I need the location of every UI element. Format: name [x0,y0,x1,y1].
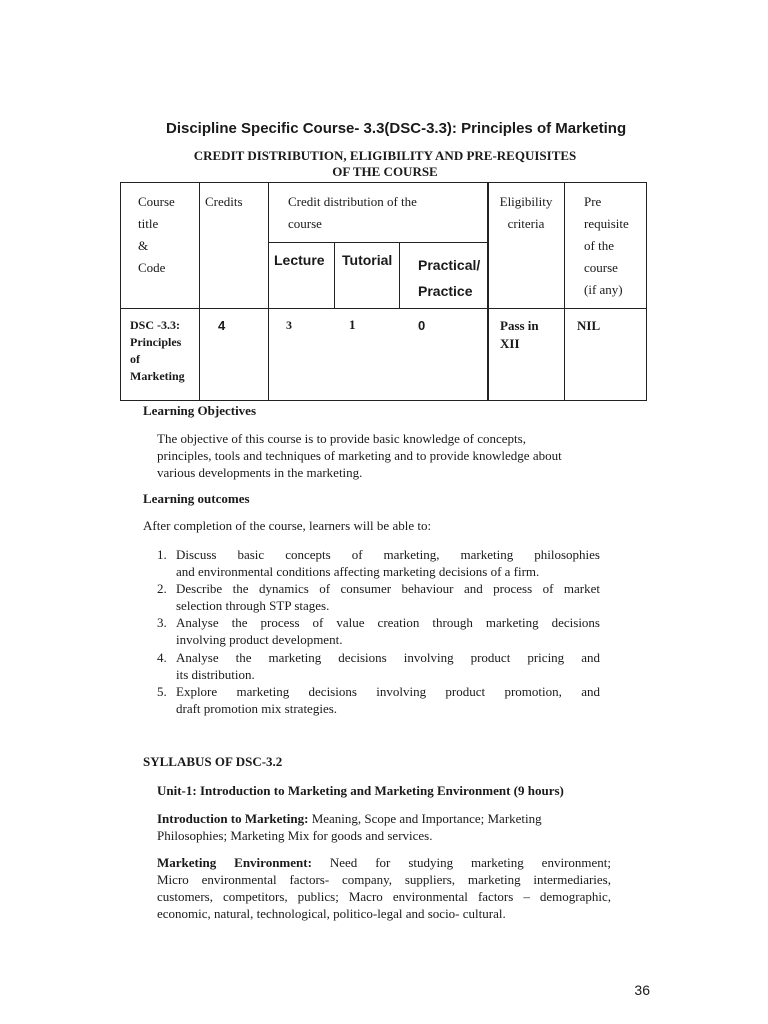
page-number: 36 [634,982,650,998]
header-tutorial: Tutorial [342,252,393,268]
table-divider [487,183,489,400]
row-course-code: DSC -3.3: Principles of Marketing [130,318,185,383]
header-eligibility: Eligibility criteria [499,194,553,231]
row-lecture: 3 [286,318,292,332]
learning-objectives-heading: Learning Objectives [143,403,257,418]
header-prerequisite: Pre requisite of the course (if any) [584,194,629,297]
list-item: 5. Explore marketing decisions involving product promotion, and draft promotion mix strategies. [157,684,600,716]
table-divider [564,183,565,400]
row-credits: 4 [218,318,226,333]
row-prerequisite: NIL [577,318,601,333]
section-subtitle-line2: OF THE COURSE [332,164,438,179]
learning-outcomes-heading: Learning outcomes [143,491,250,506]
table-divider [334,242,335,308]
section-subtitle-line1: CREDIT DISTRIBUTION, ELIGIBILITY AND PRE-REQUISITES [193,148,577,163]
list-item: 2. Describe the dynamics of consumer behaviour and process of market selection through STP stages. [157,581,600,613]
list-item: 3. Analyse the process of value creation through marketing decisions involving product development. [157,615,600,647]
table-divider [199,183,200,400]
list-item: 1. Discuss basic concepts of marketing, marketing philosophies and environmental conditions affecting marketing decisions of a firm. [157,547,600,579]
list-item: 4. Analyse the marketing decisions involving product pricing and its distribution. [157,650,600,682]
unit-heading: Unit-1: Introduction to Marketing and Marketing Environment (9 hours) [157,783,564,798]
row-eligibility: Pass in XII [500,318,539,351]
header-lecture: Lecture [274,252,325,268]
header-practical: Practical/ Practice [418,257,481,299]
page-title: Discipline Specific Course- 3.3(DSC-3.3): Principles of Marketing [166,120,627,137]
learning-objectives-text: The objective of this course is to provide basic knowledge of concepts, principles, tools and techniques of marketing and to provide knowledge about various developments in the marketing. [157,431,562,480]
row-practical: 0 [418,318,426,333]
table-divider [268,183,269,400]
table-divider [268,242,488,243]
header-credit-distribution: Credit distribution of the course [288,194,417,231]
credit-distribution-table [120,182,647,401]
row-tutorial: 1 [349,317,356,332]
marketing-environment-paragraph: Marketing Environment: Need for studying marketing environment; Micro environmental factors- company, suppliers, marketing intermediaries, customers, competitors, publics; Macro environmental factors – demographic, economic, natural, technological, politico-legal and socio- cultural. [157,855,611,921]
table-divider [399,242,400,308]
table-divider [121,308,646,309]
syllabus-heading: SYLLABUS OF DSC-3.2 [143,754,283,769]
learning-outcomes-intro: After completion of the course, learners will be able to: [143,518,432,533]
header-credits: Credits [205,194,243,209]
intro-to-marketing-paragraph: Introduction to Marketing: Meaning, Scope and Importance; Marketing Philosophies; Marketing Mix for goods and services. [157,811,542,843]
header-course-title: Course title & Code [138,194,175,275]
